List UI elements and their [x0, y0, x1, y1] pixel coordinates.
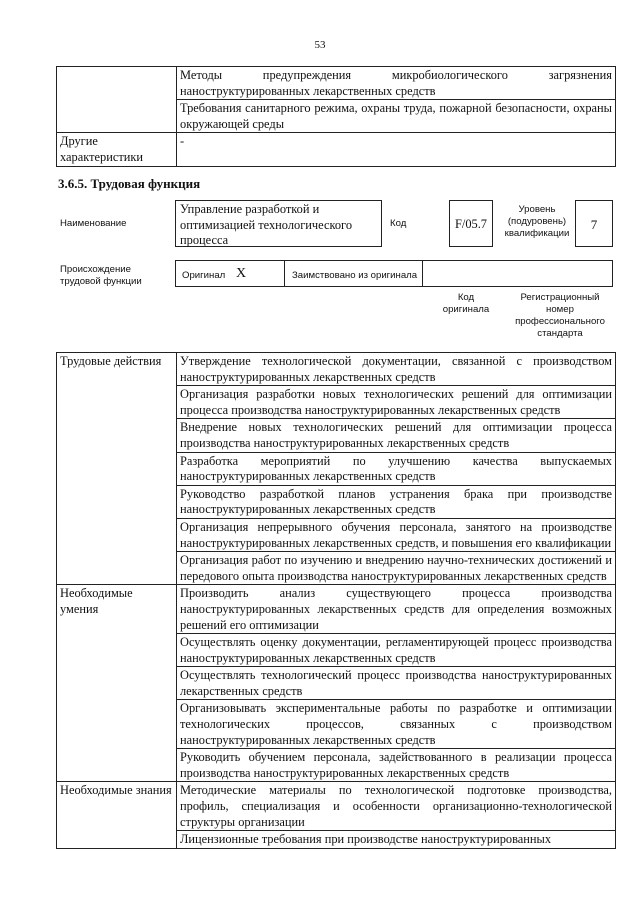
group-item: Лицензионные требования при производстве наноструктурированных: [177, 831, 616, 849]
group-item: Руководство разработкой планов устранения брака при производстве наноструктурированных лекарственных средств: [177, 485, 616, 518]
group-item: Организовывать экспериментальные работы по разработке и оптимизации технологических процессов, связанных с производством наноструктурированных лекарственных средств: [177, 700, 616, 749]
table-cell: -: [177, 133, 616, 166]
table-cell: Требования санитарного режима, охраны труда, пожарной безопасности, охраны окружающей среды: [177, 100, 616, 133]
labor-function-table: [56, 352, 616, 849]
table-row: [57, 782, 616, 831]
original-code-caption: Код оригинала: [442, 292, 490, 315]
group-item: Организация разработки новых технологических решений для оптимизации процесса производства наноструктурированных лекарственных средств: [177, 386, 616, 419]
group-item: Осуществлять оценку документации, регламентирующей процесс производства наноструктурированных лекарственных средств: [177, 634, 616, 667]
table-row: [57, 585, 616, 634]
table-row: [57, 67, 616, 100]
table-cell: Методы предупреждения микробиологического загрязнения наноструктурированных лекарственных средств: [177, 67, 616, 100]
registration-number-caption: Регистрационный номер профессионального стандарта: [515, 292, 605, 339]
group-item: Осуществлять технологический процесс производства наноструктурированных лекарственных средств: [177, 667, 616, 700]
group-item: Организация непрерывного обучения персонала, занятого на производстве наноструктурированных лекарственных средств, и повышения его квалификации: [177, 518, 616, 551]
group-item: Утверждение технологической документации, связанной с производством наноструктурированных лекарственных средств: [177, 353, 616, 386]
group-item: Производить анализ существующего процесса производства наноструктурированных лекарственных средств для определения возможных решений его оптимизации: [177, 585, 616, 634]
code-label: Код: [390, 218, 407, 229]
group-label: Необходимые умения: [57, 585, 177, 782]
table-row: [57, 133, 616, 166]
level-value-box: 7: [575, 200, 613, 247]
name-label: Наименование: [60, 218, 127, 229]
level-label: Уровень (подуровень) квалификации: [504, 204, 570, 239]
function-code-box: F/05.7: [449, 200, 493, 247]
group-item: Руководить обучением персонала, задействованного в реализации процесса производства наноструктурированных лекарственных средств: [177, 749, 616, 782]
page-number: 53: [314, 39, 326, 51]
function-name-box: Управление разработкой и оптимизацией технологического процесса: [175, 200, 382, 247]
group-item: Организация работ по изучению и внедрению научно-технических достижений и передового опыта производства наноструктурированных лекарственных средств: [177, 552, 616, 585]
group-label: Трудовые действия: [57, 353, 177, 585]
group-item: Внедрение новых технологических решений для оптимизации процесса производства наноструктурированных лекарственных средств: [177, 419, 616, 452]
row-label: Другие характеристики: [57, 133, 177, 166]
borrowed-label: Заимствовано из оригинала: [292, 270, 418, 281]
original-label: Оригинал: [182, 270, 226, 281]
group-label: Необходимые знания: [57, 782, 177, 848]
top-characteristics-table: [56, 66, 616, 167]
group-item: Методические материалы по технологической подготовке производства, профиль, специализация и особенности организационно-технологической структуры организации: [177, 782, 616, 831]
section-title: 3.6.5. Трудовая функция: [58, 176, 201, 191]
group-item: Разработка мероприятий по улучшению качества выпускаемых наноструктурированных лекарственных средств: [177, 452, 616, 485]
original-mark: X: [236, 266, 247, 281]
origin-label: Происхождение трудовой функции: [60, 264, 142, 287]
row-label-empty: [57, 67, 177, 133]
table-row: [57, 353, 616, 386]
